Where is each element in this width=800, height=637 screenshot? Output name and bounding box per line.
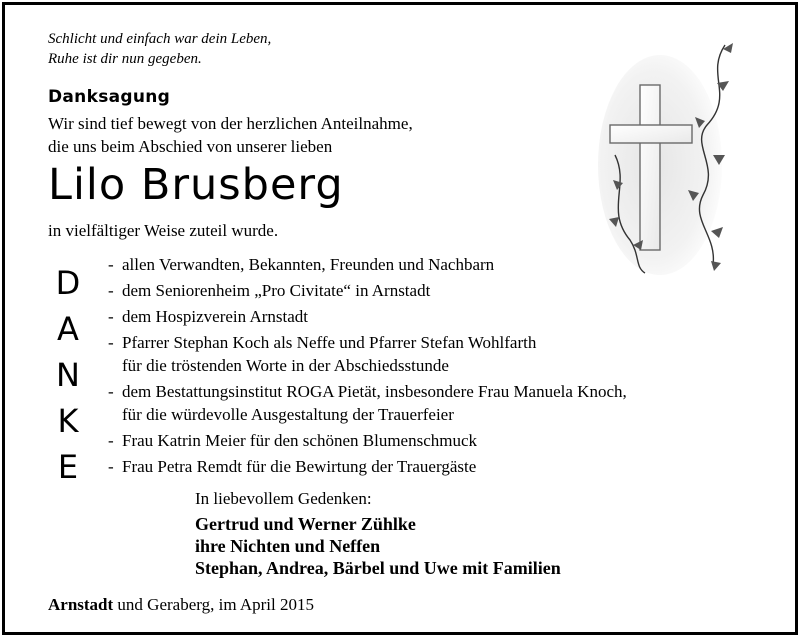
- mourners: [195, 513, 561, 579]
- thanks-line: - Frau Katrin Meier für den schönen Blumenschmuck: [122, 431, 478, 450]
- thanks-line: - dem Bestattungsinstitut ROGA Pietät, insbesondere Frau Manuela Knoch,: [122, 382, 627, 401]
- mourner-line: Stephan, Andrea, Bärbel und Uwe mit Familien: [195, 558, 561, 578]
- thanks-item: [108, 429, 627, 452]
- thanks-line: - Pfarrer Stephan Koch als Neffe und Pfarrer Stefan Wohlfarth: [122, 333, 537, 352]
- danke-letter: N: [56, 356, 80, 394]
- cross-with-ivy-icon: [595, 35, 745, 275]
- heading: Danksagung: [48, 87, 171, 107]
- mourner-line: ihre Nichten und Neffen: [195, 536, 381, 556]
- obituary-notice: [2, 2, 798, 635]
- danke-vertical: [48, 260, 88, 490]
- thanks-line: für die tröstenden Worte in der Abschiedsstunde: [122, 356, 449, 375]
- thanks-list: [108, 253, 627, 481]
- thanks-line: für die würdevolle Ausgestaltung der Trauerfeier: [122, 405, 454, 424]
- danke-letter: D: [55, 264, 81, 302]
- motto-line: Schlicht und einfach war dein Leben,: [48, 31, 272, 47]
- thanks-item: [108, 331, 627, 377]
- danke-letter: K: [57, 402, 79, 440]
- danke-letter: E: [57, 448, 79, 486]
- deceased-name: Lilo Brusberg: [48, 160, 344, 210]
- signoff: In liebevollem Gedenken:: [195, 489, 372, 508]
- thanks-item: [108, 253, 627, 276]
- place-date: [48, 593, 314, 616]
- thanks-item: [108, 380, 627, 426]
- intro-line: die uns beim Abschied von unserer lieben: [48, 137, 333, 156]
- danke-letter: A: [57, 310, 79, 348]
- motto-line: Ruhe ist dir nun gegeben.: [48, 51, 202, 67]
- place-name: Arnstadt: [48, 595, 114, 614]
- thanks-line: - dem Hospizverein Arnstadt: [122, 307, 309, 326]
- thanks-line: - allen Verwandten, Bekannten, Freunden und Nachbarn: [122, 255, 495, 274]
- thanks-line: - dem Seniorenheim „Pro Civitate“ in Arnstadt: [122, 281, 431, 300]
- place-date-rest: und Geraberg, im April 2015: [113, 595, 314, 614]
- thanks-line: - Frau Petra Remdt für die Bewirtung der Trauergäste: [122, 457, 477, 476]
- intro-line: Wir sind tief bewegt von der herzlichen Anteilnahme,: [48, 114, 413, 133]
- after-name-text: in vielfältiger Weise zuteil wurde.: [48, 221, 279, 240]
- thanks-item: [108, 305, 627, 328]
- thanks-item: [108, 455, 627, 478]
- mourner-line: Gertrud und Werner Zühlke: [195, 514, 416, 534]
- intro-text: [48, 112, 413, 158]
- thanks-item: [108, 279, 627, 302]
- motto: [48, 29, 271, 69]
